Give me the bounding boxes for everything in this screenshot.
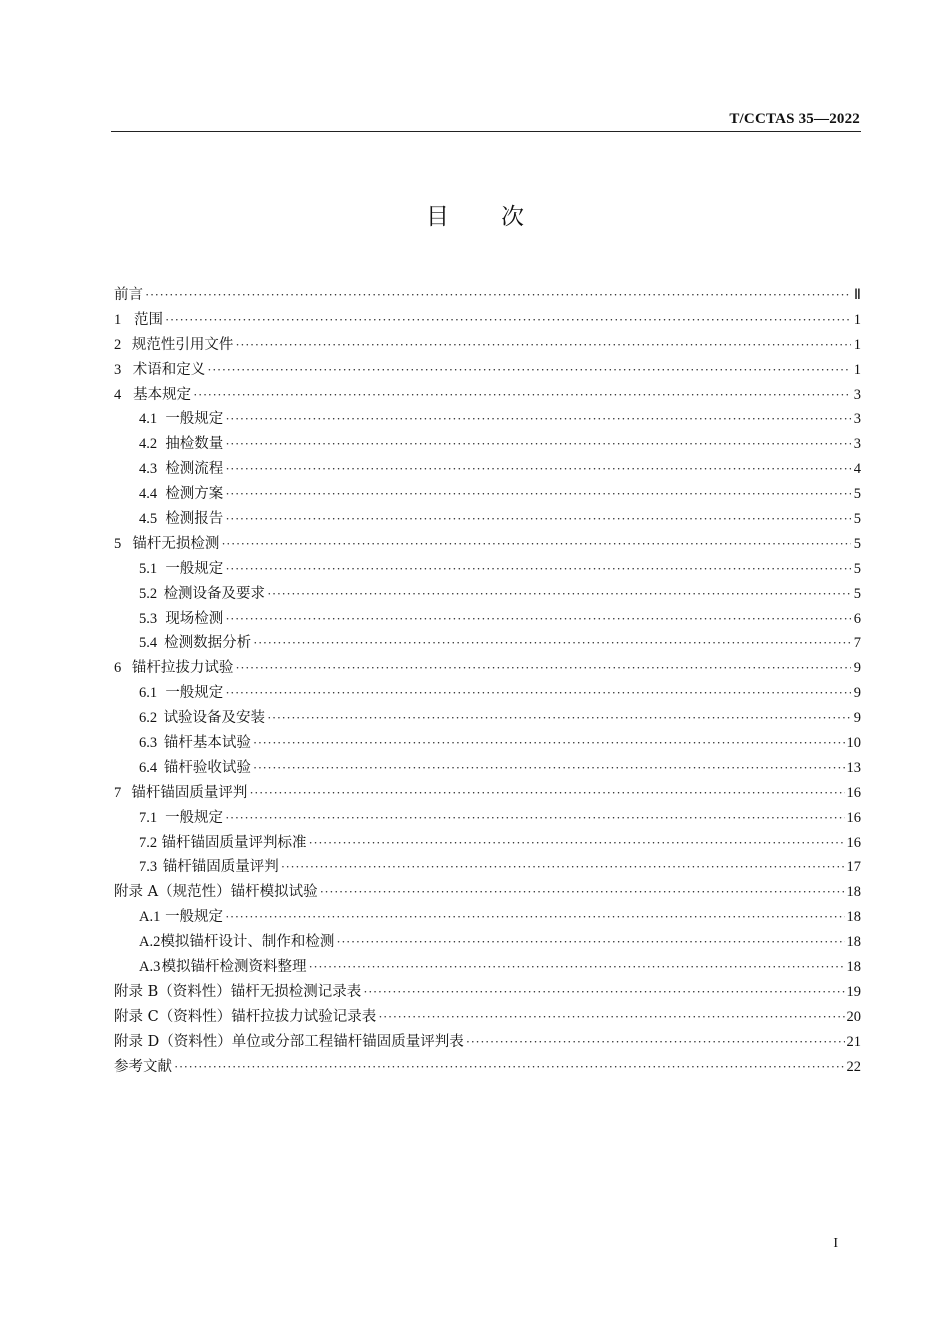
toc-entry-number: 7 [114,784,122,801]
toc-entry-page: 18 [846,934,861,951]
dot-leader [336,930,844,955]
toc-entry-page: 18 [846,909,861,926]
toc-entry-page: 5 [853,511,861,528]
toc-entry-number: A.2 [139,934,161,951]
header-rule [111,131,861,132]
dot-leader [174,1055,845,1080]
toc-entry[interactable] [114,980,861,1005]
toc-entry-number: 1 [114,311,122,328]
toc-entry-number: 6.2 [139,710,158,727]
toc-entry-number: 6.1 [139,685,158,702]
toc-entry[interactable] [114,1055,861,1080]
toc-entry[interactable] [114,482,861,507]
dot-leader [225,432,851,457]
toc-entry-label: 锚杆基本试验 [163,735,251,752]
toc-entry-label: 检测数据分析 [164,635,252,652]
toc-entry[interactable] [114,756,861,781]
toc-entry-number: 4 [114,386,122,403]
toc-entry[interactable] [114,731,861,756]
toc-title-char-1: 目 [426,204,449,230]
toc-entry-page: 5 [853,585,861,602]
dot-leader [235,333,851,358]
toc-title [0,198,950,231]
toc-entry-label: 锚杆验收试验 [163,759,251,776]
toc-entry-page: 18 [846,884,861,901]
dot-leader [267,706,851,731]
toc-entry-page: Ⅱ [853,287,861,303]
toc-entry-label: 附录 D（资料性）单位或分部工程锚杆锚固质量评判表 [114,1033,464,1050]
toc-entry-label: 检测方案 [165,486,224,503]
toc-entry-number: 4.1 [139,411,158,428]
toc-entry[interactable] [114,781,861,806]
dot-leader [466,1030,845,1055]
dot-leader [225,806,844,831]
toc-entry-page: 3 [853,386,861,403]
toc-entry-label: 检测报告 [165,511,224,528]
page-number: I [833,1236,838,1251]
toc-entry[interactable] [114,557,861,582]
toc-entry-number: 5.3 [139,610,158,627]
toc-entry-page: 4 [853,461,861,478]
toc-entry-page: 10 [846,735,861,752]
toc-entry-label: 锚杆无损检测 [132,535,220,552]
dot-leader [253,631,851,656]
toc-entry-page: 20 [846,1008,861,1025]
toc-entry-number: 5 [114,535,122,552]
toc-entry[interactable] [114,358,861,383]
toc-entry-number: 5.2 [139,585,158,602]
toc-entry[interactable] [114,507,861,532]
toc-entry-page: 9 [853,685,861,702]
toc-entry-label: 抽检数量 [165,436,224,453]
toc-entry-label: 一般规定 [165,809,224,826]
toc-entry[interactable] [114,1030,861,1055]
toc-entry-number: 4.4 [139,486,158,503]
toc-entry-label: 一般规定 [165,685,224,702]
dot-leader [309,955,845,980]
toc-entry[interactable] [114,607,861,632]
dot-leader [225,607,851,632]
toc-entry[interactable] [114,308,861,333]
toc-entry-label: 范围 [133,311,163,328]
dot-leader [225,407,851,432]
toc-entry-number: 6 [114,660,122,677]
toc-entry-page: 13 [846,759,861,776]
toc-entry[interactable] [114,383,861,408]
toc-entry-page: 6 [853,610,861,627]
dot-leader [267,582,851,607]
dot-leader [207,358,851,383]
toc-entry-number: 4.3 [139,461,158,478]
toc-entry-page: 1 [853,361,861,378]
toc-entry[interactable] [114,806,861,831]
toc-entry-page: 16 [846,809,861,826]
toc-entry[interactable] [114,333,861,358]
toc-entry-number: 7.2 [139,834,158,851]
dot-leader [225,457,851,482]
toc-entry-label: 一般规定 [165,411,224,428]
toc-entry-number: A.1 [139,909,161,926]
toc-entry-label: 规范性引用文件 [131,336,234,353]
dot-leader [225,681,851,706]
toc-entry-label: 术语和定义 [132,361,206,378]
toc-entry-label: 参考文献 [114,1058,172,1075]
toc-entry-page: 1 [853,336,861,353]
toc-entry-page: 18 [846,959,861,976]
toc-entry[interactable] [114,855,861,880]
dot-leader [363,980,844,1005]
dot-leader [221,532,851,557]
toc-entry-label: 锚杆锚固质量评判标准 [161,834,307,851]
dot-leader [225,507,851,532]
dot-leader [225,905,844,930]
toc-entry-number: 3 [114,361,122,378]
table-of-contents [114,283,861,1080]
toc-entry-number: 5.1 [139,560,158,577]
dot-leader [378,1005,844,1030]
toc-entry-label: 模拟锚杆检测资料整理 [161,959,307,976]
dot-leader [225,557,851,582]
toc-entry-page: 5 [853,560,861,577]
toc-entry-page: 5 [853,535,861,552]
toc-entry-label: 附录 B（资料性）锚杆无损检测记录表 [114,983,362,1000]
toc-entry-label: 一般规定 [165,560,224,577]
dot-leader [235,656,851,681]
toc-entry-number: 7.3 [139,859,158,876]
toc-entry-label: 检测流程 [165,461,224,478]
toc-entry-number: 6.3 [139,735,158,752]
toc-entry-label: 基本规定 [133,386,192,403]
toc-entry-page: 19 [846,983,861,1000]
toc-entry[interactable] [114,582,861,607]
toc-entry-label: 附录 A（规范性）锚杆模拟试验 [114,884,318,901]
dot-leader [145,283,851,308]
toc-entry-page: 7 [853,635,861,652]
dot-leader [309,831,845,856]
toc-entry-page: 5 [853,486,861,503]
toc-entry[interactable] [114,283,861,308]
toc-entry-number: 4.5 [139,511,158,528]
toc-entry[interactable] [114,706,861,731]
toc-entry-label: 检测设备及要求 [163,585,266,602]
toc-entry[interactable] [114,631,861,656]
toc-entry-page: 1 [853,311,861,328]
toc-entry[interactable] [114,880,861,905]
toc-entry-page: 16 [846,834,861,851]
toc-entry-page: 9 [853,660,861,677]
toc-entry[interactable] [114,905,861,930]
toc-entry[interactable] [114,407,861,432]
toc-entry-number: A.3 [139,959,161,976]
toc-entry-number: 5.4 [139,635,158,652]
dot-leader [193,383,851,408]
toc-entry-page: 16 [846,784,861,801]
toc-entry[interactable] [114,955,861,980]
toc-entry-page: 3 [853,411,861,428]
toc-entry[interactable] [114,831,861,856]
toc-entry[interactable] [114,681,861,706]
toc-entry[interactable] [114,1005,861,1030]
dot-leader [249,781,844,806]
toc-entry-label: 锚杆锚固质量评判 [162,859,279,876]
dot-leader [253,731,845,756]
toc-entry-label: 附录 C（资料性）锚杆拉拔力试验记录表 [114,1008,377,1025]
toc-entry-label: 一般规定 [165,909,224,926]
toc-entry-number: 2 [114,336,122,353]
dot-leader [225,482,851,507]
toc-title-char-2: 次 [501,204,524,230]
toc-entry[interactable] [114,457,861,482]
toc-entry[interactable] [114,532,861,557]
dot-leader [165,308,851,333]
toc-entry-label: 模拟锚杆设计、制作和检测 [160,934,335,951]
dot-leader [320,880,845,905]
dot-leader [281,855,845,880]
toc-entry-page: 9 [853,710,861,727]
toc-entry[interactable] [114,432,861,457]
toc-entry-page: 22 [846,1058,861,1075]
toc-entry-label: 试验设备及安装 [163,710,266,727]
toc-entry-label: 锚杆锚固质量评判 [131,784,248,801]
toc-entry-page: 17 [846,859,861,876]
toc-entry-page: 21 [846,1033,861,1050]
dot-leader [253,756,845,781]
toc-entry-number: 7.1 [139,809,158,826]
toc-entry-label: 前言 [114,287,143,303]
toc-entry[interactable] [114,656,861,681]
toc-entry-page: 3 [853,436,861,453]
toc-entry-number: 6.4 [139,759,158,776]
document-code: T/CCTAS 35—2022 [729,111,860,127]
toc-entry-number: 4.2 [139,436,158,453]
toc-entry-label: 锚杆拉拔力试验 [131,660,234,677]
toc-entry-label: 现场检测 [165,610,224,627]
toc-entry[interactable] [114,930,861,955]
